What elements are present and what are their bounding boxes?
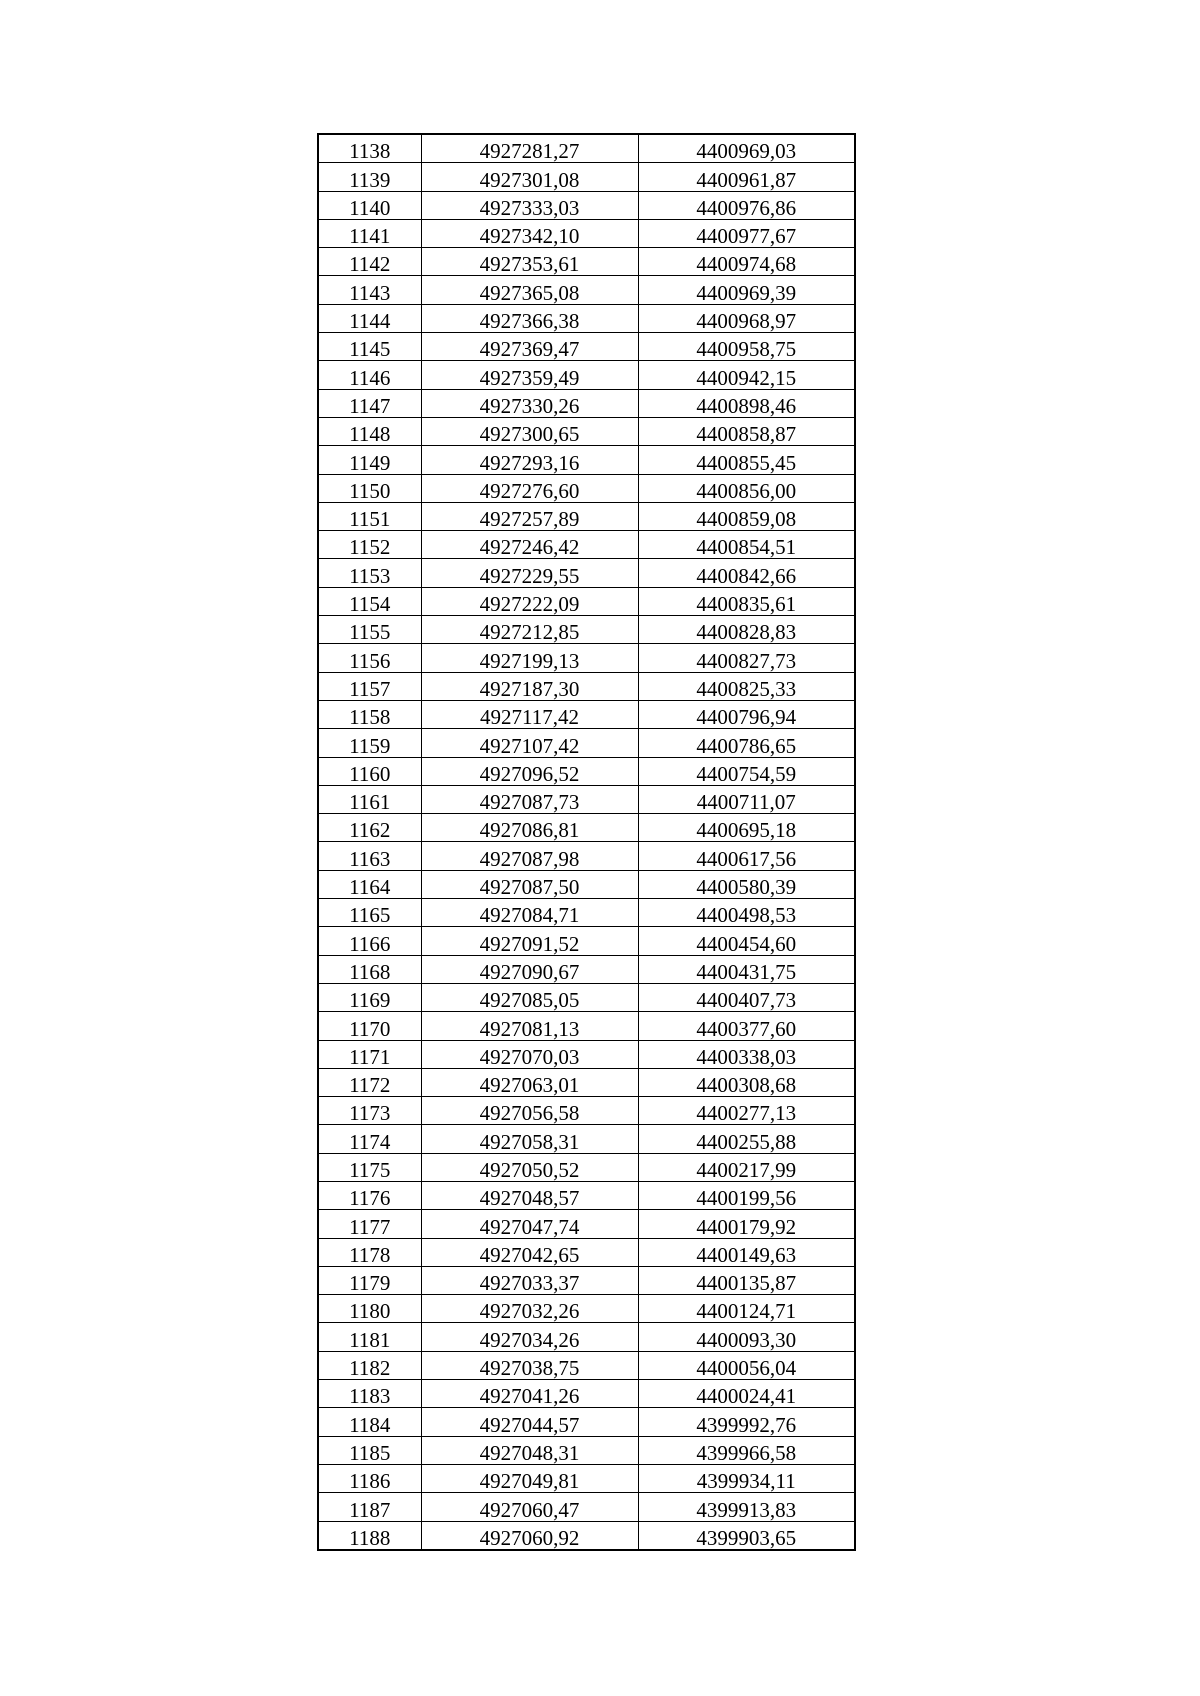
point-number-cell: 1163 (318, 842, 421, 870)
y-coordinate-cell: 4400854,51 (638, 531, 855, 559)
x-coordinate-cell: 4927063,01 (421, 1068, 638, 1096)
x-coordinate-cell: 4927044,57 (421, 1408, 638, 1436)
x-coordinate-cell: 4927087,73 (421, 785, 638, 813)
y-coordinate-cell: 4400093,30 (638, 1323, 855, 1351)
table-row (318, 1408, 855, 1436)
table-row (318, 333, 855, 361)
point-number-cell: 1186 (318, 1464, 421, 1492)
x-coordinate-cell: 4927056,58 (421, 1097, 638, 1125)
x-coordinate-cell: 4927353,61 (421, 248, 638, 276)
x-coordinate-cell: 4927048,57 (421, 1181, 638, 1209)
point-number-cell: 1168 (318, 955, 421, 983)
table-row (318, 757, 855, 785)
y-coordinate-cell: 4400796,94 (638, 700, 855, 728)
point-number-cell: 1153 (318, 559, 421, 587)
point-number-cell: 1139 (318, 163, 421, 191)
table-row (318, 1521, 855, 1550)
y-coordinate-cell: 4400855,45 (638, 446, 855, 474)
table-row (318, 1323, 855, 1351)
point-number-cell: 1140 (318, 191, 421, 219)
y-coordinate-cell: 4400835,61 (638, 587, 855, 615)
point-number-cell: 1183 (318, 1380, 421, 1408)
table-row (318, 163, 855, 191)
x-coordinate-cell: 4927050,52 (421, 1153, 638, 1181)
y-coordinate-cell: 4400124,71 (638, 1295, 855, 1323)
x-coordinate-cell: 4927333,03 (421, 191, 638, 219)
table-row (318, 644, 855, 672)
y-coordinate-cell: 4400277,13 (638, 1097, 855, 1125)
y-coordinate-cell: 4400856,00 (638, 474, 855, 502)
table-row (318, 191, 855, 219)
table-row (318, 1380, 855, 1408)
point-number-cell: 1149 (318, 446, 421, 474)
point-number-cell: 1177 (318, 1210, 421, 1238)
table-row (318, 870, 855, 898)
y-coordinate-cell: 4399903,65 (638, 1521, 855, 1550)
y-coordinate-cell: 4400377,60 (638, 1012, 855, 1040)
point-number-cell: 1159 (318, 729, 421, 757)
point-number-cell: 1185 (318, 1436, 421, 1464)
table-row (318, 700, 855, 728)
table-row (318, 899, 855, 927)
x-coordinate-cell: 4927257,89 (421, 502, 638, 530)
x-coordinate-cell: 4927366,38 (421, 304, 638, 332)
y-coordinate-cell: 4400617,56 (638, 842, 855, 870)
x-coordinate-cell: 4927087,50 (421, 870, 638, 898)
x-coordinate-cell: 4927041,26 (421, 1380, 638, 1408)
y-coordinate-cell: 4400024,41 (638, 1380, 855, 1408)
x-coordinate-cell: 4927048,31 (421, 1436, 638, 1464)
point-number-cell: 1181 (318, 1323, 421, 1351)
point-number-cell: 1160 (318, 757, 421, 785)
x-coordinate-cell: 4927107,42 (421, 729, 638, 757)
y-coordinate-cell: 4400149,63 (638, 1238, 855, 1266)
table-row (318, 361, 855, 389)
table-row (318, 814, 855, 842)
y-coordinate-cell: 4400961,87 (638, 163, 855, 191)
x-coordinate-cell: 4927058,31 (421, 1125, 638, 1153)
table-row (318, 955, 855, 983)
point-number-cell: 1188 (318, 1521, 421, 1550)
y-coordinate-cell: 4400827,73 (638, 644, 855, 672)
x-coordinate-cell: 4927281,27 (421, 134, 638, 163)
y-coordinate-cell: 4400754,59 (638, 757, 855, 785)
x-coordinate-cell: 4927096,52 (421, 757, 638, 785)
y-coordinate-cell: 4399992,76 (638, 1408, 855, 1436)
x-coordinate-cell: 4927033,37 (421, 1266, 638, 1294)
table-row (318, 587, 855, 615)
point-number-cell: 1171 (318, 1040, 421, 1068)
coordinates-table (317, 133, 856, 1551)
point-number-cell: 1158 (318, 700, 421, 728)
point-number-cell: 1148 (318, 417, 421, 445)
y-coordinate-cell: 4400217,99 (638, 1153, 855, 1181)
point-number-cell: 1178 (318, 1238, 421, 1266)
point-number-cell: 1141 (318, 219, 421, 247)
table-row (318, 1493, 855, 1521)
table-row (318, 1068, 855, 1096)
y-coordinate-cell: 4400338,03 (638, 1040, 855, 1068)
point-number-cell: 1162 (318, 814, 421, 842)
y-coordinate-cell: 4400786,65 (638, 729, 855, 757)
x-coordinate-cell: 4927246,42 (421, 531, 638, 559)
y-coordinate-cell: 4400858,87 (638, 417, 855, 445)
table-row (318, 785, 855, 813)
point-number-cell: 1150 (318, 474, 421, 502)
table-row (318, 729, 855, 757)
x-coordinate-cell: 4927087,98 (421, 842, 638, 870)
point-number-cell: 1169 (318, 983, 421, 1011)
table-row (318, 389, 855, 417)
y-coordinate-cell: 4400898,46 (638, 389, 855, 417)
table-row (318, 1012, 855, 1040)
x-coordinate-cell: 4927300,65 (421, 417, 638, 445)
y-coordinate-cell: 4400407,73 (638, 983, 855, 1011)
y-coordinate-cell: 4399913,83 (638, 1493, 855, 1521)
point-number-cell: 1145 (318, 333, 421, 361)
point-number-cell: 1184 (318, 1408, 421, 1436)
y-coordinate-cell: 4400828,83 (638, 616, 855, 644)
y-coordinate-cell: 4400977,67 (638, 219, 855, 247)
x-coordinate-cell: 4927032,26 (421, 1295, 638, 1323)
x-coordinate-cell: 4927070,03 (421, 1040, 638, 1068)
table-row (318, 559, 855, 587)
point-number-cell: 1142 (318, 248, 421, 276)
point-number-cell: 1164 (318, 870, 421, 898)
x-coordinate-cell: 4927091,52 (421, 927, 638, 955)
coordinates-table-body (318, 134, 855, 1550)
table-row (318, 1153, 855, 1181)
y-coordinate-cell: 4400135,87 (638, 1266, 855, 1294)
y-coordinate-cell: 4400695,18 (638, 814, 855, 842)
point-number-cell: 1154 (318, 587, 421, 615)
x-coordinate-cell: 4927034,26 (421, 1323, 638, 1351)
point-number-cell: 1151 (318, 502, 421, 530)
table-row (318, 1266, 855, 1294)
x-coordinate-cell: 4927042,65 (421, 1238, 638, 1266)
table-row (318, 417, 855, 445)
y-coordinate-cell: 4400969,03 (638, 134, 855, 163)
point-number-cell: 1172 (318, 1068, 421, 1096)
point-number-cell: 1157 (318, 672, 421, 700)
table-row (318, 304, 855, 332)
table-row (318, 248, 855, 276)
x-coordinate-cell: 4927084,71 (421, 899, 638, 927)
y-coordinate-cell: 4400308,68 (638, 1068, 855, 1096)
x-coordinate-cell: 4927117,42 (421, 700, 638, 728)
point-number-cell: 1155 (318, 616, 421, 644)
table-row (318, 1210, 855, 1238)
table-row (318, 219, 855, 247)
table-row (318, 446, 855, 474)
y-coordinate-cell: 4399966,58 (638, 1436, 855, 1464)
point-number-cell: 1179 (318, 1266, 421, 1294)
y-coordinate-cell: 4400825,33 (638, 672, 855, 700)
x-coordinate-cell: 4927293,16 (421, 446, 638, 474)
y-coordinate-cell: 4400969,39 (638, 276, 855, 304)
x-coordinate-cell: 4927085,05 (421, 983, 638, 1011)
y-coordinate-cell: 4400968,97 (638, 304, 855, 332)
table-row (318, 1040, 855, 1068)
y-coordinate-cell: 4400976,86 (638, 191, 855, 219)
x-coordinate-cell: 4927090,67 (421, 955, 638, 983)
x-coordinate-cell: 4927359,49 (421, 361, 638, 389)
point-number-cell: 1166 (318, 927, 421, 955)
x-coordinate-cell: 4927060,47 (421, 1493, 638, 1521)
point-number-cell: 1156 (318, 644, 421, 672)
table-row (318, 672, 855, 700)
y-coordinate-cell: 4400179,92 (638, 1210, 855, 1238)
table-row (318, 1295, 855, 1323)
y-coordinate-cell: 4400199,56 (638, 1181, 855, 1209)
y-coordinate-cell: 4400454,60 (638, 927, 855, 955)
point-number-cell: 1174 (318, 1125, 421, 1153)
y-coordinate-cell: 4400974,68 (638, 248, 855, 276)
point-number-cell: 1170 (318, 1012, 421, 1040)
x-coordinate-cell: 4927199,13 (421, 644, 638, 672)
table-row (318, 531, 855, 559)
table-row (318, 1351, 855, 1379)
y-coordinate-cell: 4400942,15 (638, 361, 855, 389)
x-coordinate-cell: 4927222,09 (421, 587, 638, 615)
point-number-cell: 1176 (318, 1181, 421, 1209)
y-coordinate-cell: 4400056,04 (638, 1351, 855, 1379)
table-row (318, 1125, 855, 1153)
x-coordinate-cell: 4927365,08 (421, 276, 638, 304)
y-coordinate-cell: 4400859,08 (638, 502, 855, 530)
x-coordinate-cell: 4927187,30 (421, 672, 638, 700)
point-number-cell: 1147 (318, 389, 421, 417)
table-row (318, 616, 855, 644)
point-number-cell: 1180 (318, 1295, 421, 1323)
point-number-cell: 1152 (318, 531, 421, 559)
table-row (318, 1464, 855, 1492)
point-number-cell: 1187 (318, 1493, 421, 1521)
table-row (318, 1097, 855, 1125)
table-row (318, 134, 855, 163)
x-coordinate-cell: 4927369,47 (421, 333, 638, 361)
x-coordinate-cell: 4927086,81 (421, 814, 638, 842)
table-row (318, 927, 855, 955)
point-number-cell: 1161 (318, 785, 421, 813)
table-row (318, 983, 855, 1011)
x-coordinate-cell: 4927038,75 (421, 1351, 638, 1379)
x-coordinate-cell: 4927229,55 (421, 559, 638, 587)
point-number-cell: 1144 (318, 304, 421, 332)
table-row (318, 474, 855, 502)
y-coordinate-cell: 4400711,07 (638, 785, 855, 813)
table-row (318, 1238, 855, 1266)
y-coordinate-cell: 4399934,11 (638, 1464, 855, 1492)
x-coordinate-cell: 4927342,10 (421, 219, 638, 247)
x-coordinate-cell: 4927060,92 (421, 1521, 638, 1550)
point-number-cell: 1138 (318, 134, 421, 163)
x-coordinate-cell: 4927276,60 (421, 474, 638, 502)
table-row (318, 276, 855, 304)
point-number-cell: 1165 (318, 899, 421, 927)
x-coordinate-cell: 4927212,85 (421, 616, 638, 644)
y-coordinate-cell: 4400498,53 (638, 899, 855, 927)
point-number-cell: 1143 (318, 276, 421, 304)
table-row (318, 1436, 855, 1464)
table-row (318, 502, 855, 530)
y-coordinate-cell: 4400842,66 (638, 559, 855, 587)
x-coordinate-cell: 4927081,13 (421, 1012, 638, 1040)
x-coordinate-cell: 4927301,08 (421, 163, 638, 191)
table-row (318, 842, 855, 870)
y-coordinate-cell: 4400431,75 (638, 955, 855, 983)
y-coordinate-cell: 4400255,88 (638, 1125, 855, 1153)
x-coordinate-cell: 4927047,74 (421, 1210, 638, 1238)
y-coordinate-cell: 4400958,75 (638, 333, 855, 361)
point-number-cell: 1173 (318, 1097, 421, 1125)
x-coordinate-cell: 4927049,81 (421, 1464, 638, 1492)
point-number-cell: 1182 (318, 1351, 421, 1379)
table-row (318, 1181, 855, 1209)
point-number-cell: 1175 (318, 1153, 421, 1181)
y-coordinate-cell: 4400580,39 (638, 870, 855, 898)
point-number-cell: 1146 (318, 361, 421, 389)
x-coordinate-cell: 4927330,26 (421, 389, 638, 417)
